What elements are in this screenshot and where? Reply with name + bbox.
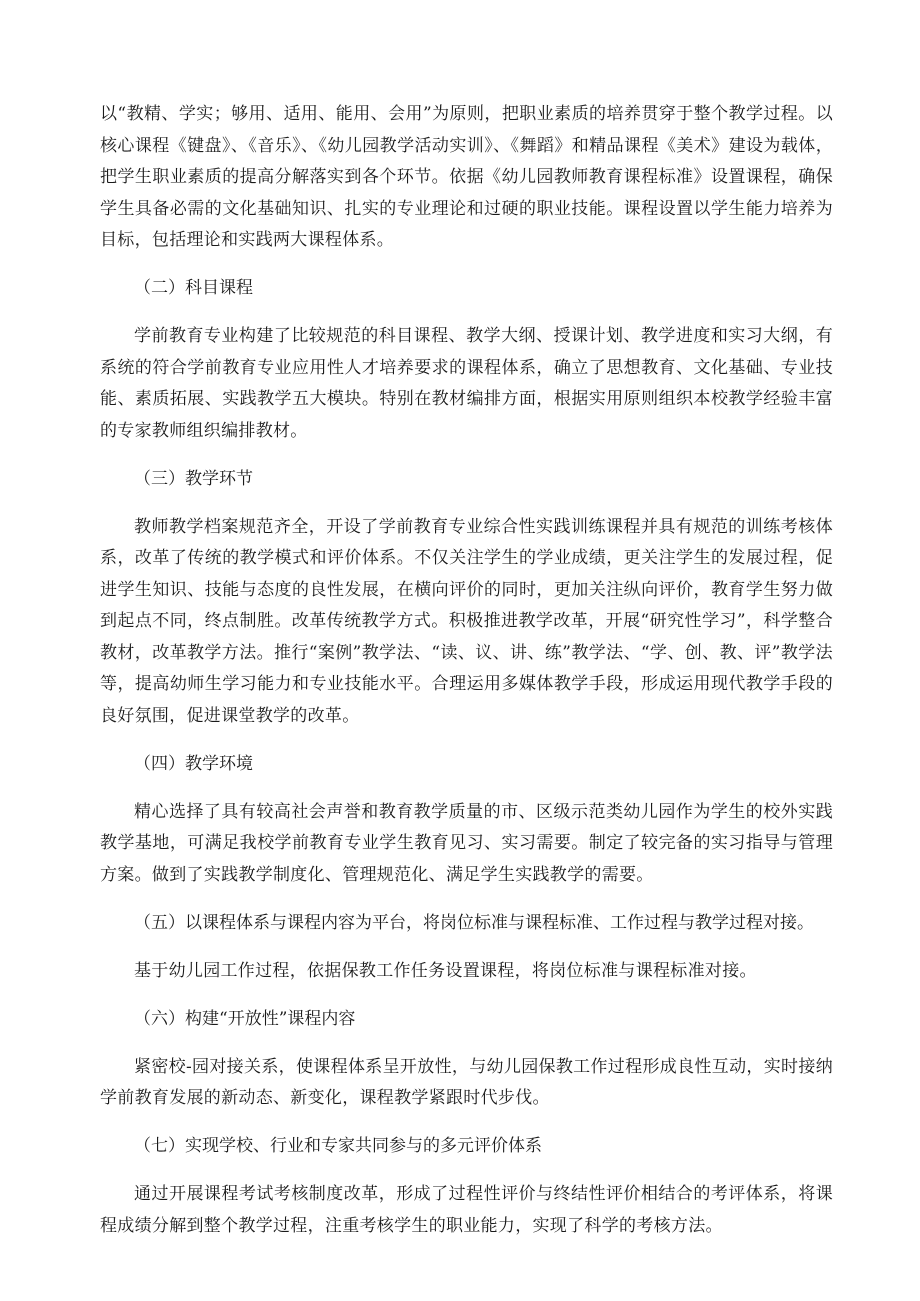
- section-heading-platform: （五）以课程体系与课程内容为平台，将岗位标准与课程标准、工作过程与教学过程对接。: [134, 912, 814, 933]
- paragraph-evaluation-system: 通过开展课程考试考核制度改革，形成了过程性评价与终结性评价相结合的考评体系，将课程成绩分解到整个教学过程，注重考核学生的职业能力，实现了科学的考核方法。: [100, 1184, 833, 1236]
- section-heading-subject-courses: （二）科目课程: [134, 278, 253, 298]
- section-heading-teaching-environment: （四）教学环境: [134, 753, 253, 774]
- paragraph-teaching-environment: 精心选择了具有较高社会声誉和教育教学质量的市、区级示范类幼儿园作为学生的校外实践教学基地，可满足我校学前教育专业学生教育见习、实习需要。制定了较完备的实习指导与管理方案。做到了实践教学制度化、管理规范化、满足学生实践教学的需要。: [100, 801, 833, 885]
- paragraph-subject-courses: 学前教育专业构建了比较规范的科目课程、教学大纲、授课计划、教学进度和实习大纲，有系统的符合学前教育专业应用性人才培养要求的课程体系，确立了思想教育、文化基础、专业技能、素质拓展、实践教学五大模块。特别在教材编排方面，根据实用原则组织本校教学经验丰富的专家教师组织编排教材。: [100, 326, 833, 441]
- paragraph-teaching-links: 教师教学档案规范齐全，开设了学前教育专业综合性实践训练课程并具有规范的训练考核体系，改革了传统的教学模式和评价体系。不仅关注学生的学业成绩，更关注学生的发展过程，促进学生知识、技能与态度的良性发展，在横向评价的同时，更加关注纵向评价，教育学生努力做到起点不同，终点制胜。改革传统教学方式。积极推进教学改革，开展“研究性学习”，科学整合教材，改革教学方法。推行“案例”教学法、“读、议、讲、练”教学法、“学、创、教、评”教学法等，提高幼师生学习能力和专业技能水平。合理运用多媒体教学手段，形成运用现代教学手段的良好氛围，促进课堂教学的改革。: [100, 516, 833, 726]
- document-page: [100, 99, 833, 1242]
- section-heading-evaluation-system: （七）实现学校、行业和专家共同参与的多元评价体系: [134, 1136, 542, 1156]
- section-heading-teaching-links: （三）教学环节: [134, 468, 253, 489]
- section-heading-open-content: （六）构建“开放性”课程内容: [134, 1008, 356, 1029]
- paragraph-principles: 以“教精、学实；够用、适用、能用、会用”为原则，把职业素质的培养贯穿于整个教学过程。以核心课程《键盘》、《音乐》、《幼儿园教学活动实训》、《舞蹈》和精品课程《美术》建设为载体，把学生职业素质的提高分解落实到各个环节。依据《幼儿园教师教育课程标准》设置课程，确保学生具备必需的文化基础知识、扎实的专业理论和过硬的职业技能。课程设置以学生能力培养为目标，包括理论和实践两大课程体系。: [100, 104, 833, 250]
- paragraph-platform: 基于幼儿园工作过程，依据保教工作任务设置课程，将岗位标准与课程标准对接。: [134, 960, 757, 981]
- paragraph-open-content: 紧密校-园对接关系，使课程体系呈开放性，与幼儿园保教工作过程形成良性互动，实时接纳学前教育发展的新动态、新变化，课程教学紧跟时代步伐。: [100, 1056, 833, 1108]
